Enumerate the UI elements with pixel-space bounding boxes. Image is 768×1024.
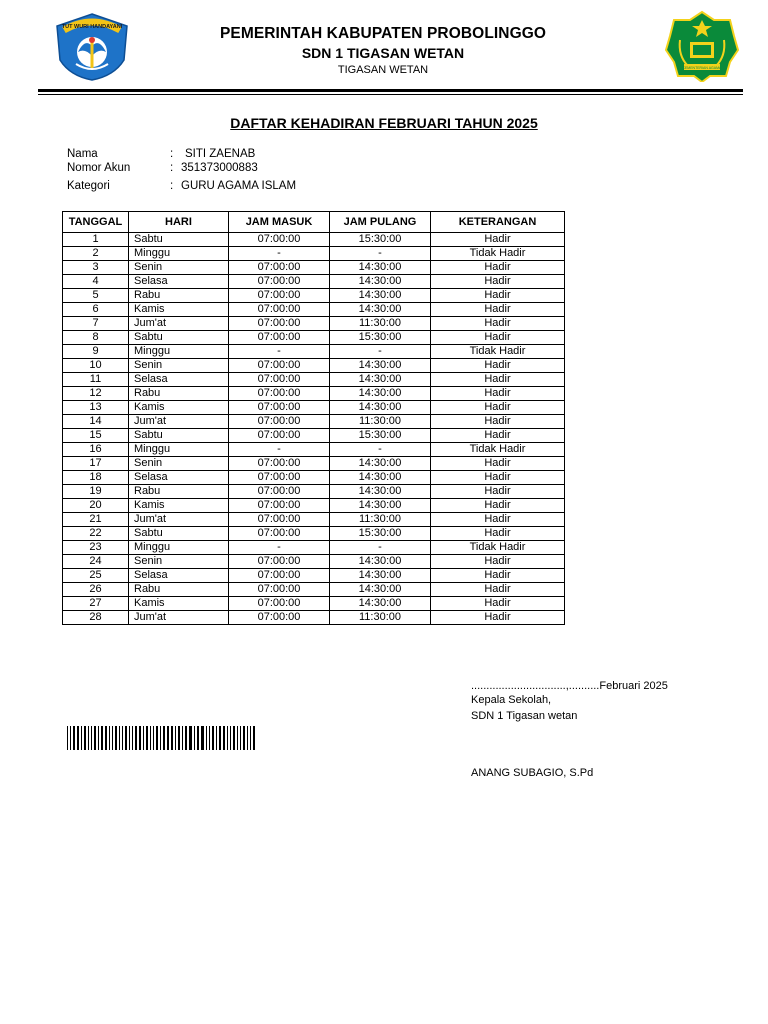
cell-remarks: Hadir [431, 569, 565, 583]
cell-remarks: Hadir [431, 317, 565, 331]
table-header-row [63, 212, 565, 233]
cell-day: Kamis [129, 499, 229, 513]
info-sep-category: : [170, 180, 174, 192]
cell-time-out: 11:30:00 [330, 317, 431, 331]
table-row [63, 457, 565, 471]
cell-remarks: Hadir [431, 597, 565, 611]
header-divider-thin [38, 94, 743, 95]
logo-left-text: TUT WURI HANDAYANI [61, 24, 123, 30]
cell-time-out: 14:30:00 [330, 387, 431, 401]
cell-date: 26 [63, 583, 129, 597]
header-time-out: JAM PULANG [330, 212, 431, 233]
cell-time-out: 14:30:00 [330, 555, 431, 569]
cell-date: 24 [63, 555, 129, 569]
table-row [63, 261, 565, 275]
cell-day: Selasa [129, 373, 229, 387]
cell-remarks: Hadir [431, 611, 565, 625]
cell-time-in: 07:00:00 [229, 513, 330, 527]
cell-remarks: Hadir [431, 401, 565, 415]
table-row [63, 415, 565, 429]
cell-remarks: Hadir [431, 289, 565, 303]
cell-day: Sabtu [129, 527, 229, 541]
cell-date: 14 [63, 415, 129, 429]
cell-remarks: Hadir [431, 513, 565, 527]
table-row [63, 555, 565, 569]
table-row [63, 289, 565, 303]
cell-remarks: Hadir [431, 303, 565, 317]
table-row [63, 485, 565, 499]
table-row [63, 499, 565, 513]
tut-wuri-handayani-logo-icon [54, 12, 130, 82]
header-remarks: KETERANGAN [431, 212, 565, 233]
cell-day: Selasa [129, 569, 229, 583]
cell-time-out: 15:30:00 [330, 331, 431, 345]
cell-time-out: 14:30:00 [330, 457, 431, 471]
cell-date: 20 [63, 499, 129, 513]
cell-day: Minggu [129, 247, 229, 261]
cell-day: Senin [129, 555, 229, 569]
cell-day: Rabu [129, 387, 229, 401]
cell-day: Sabtu [129, 331, 229, 345]
table-row [63, 373, 565, 387]
cell-time-in: - [229, 345, 330, 359]
cell-time-in: 07:00:00 [229, 499, 330, 513]
info-value-category: GURU AGAMA ISLAM [181, 180, 297, 192]
cell-time-in: 07:00:00 [229, 485, 330, 499]
cell-date: 10 [63, 359, 129, 373]
cell-date: 27 [63, 597, 129, 611]
table-row [63, 233, 565, 247]
table-row [63, 345, 565, 359]
cell-time-out: 14:30:00 [330, 359, 431, 373]
cell-time-in: 07:00:00 [229, 303, 330, 317]
cell-remarks: Tidak Hadir [431, 345, 565, 359]
table-row [63, 331, 565, 345]
info-label-category: Kategori [67, 180, 110, 192]
cell-date: 16 [63, 443, 129, 457]
logo-right-text: KEMENTERIAN AGAMA [682, 66, 722, 70]
header-date: TANGGAL [63, 212, 129, 233]
cell-remarks: Hadir [431, 233, 565, 247]
cell-remarks: Tidak Hadir [431, 541, 565, 555]
info-value-account: 351373000883 [181, 162, 258, 174]
cell-date: 11 [63, 373, 129, 387]
cell-time-out: 14:30:00 [330, 261, 431, 275]
cell-remarks: Hadir [431, 415, 565, 429]
cell-date: 13 [63, 401, 129, 415]
attendance-table [62, 211, 565, 625]
cell-time-out: 14:30:00 [330, 471, 431, 485]
cell-time-out: 15:30:00 [330, 429, 431, 443]
table-row [63, 513, 565, 527]
table-row [63, 317, 565, 331]
cell-remarks: Hadir [431, 331, 565, 345]
cell-time-out: 15:30:00 [330, 527, 431, 541]
cell-date: 21 [63, 513, 129, 527]
cell-time-in: - [229, 443, 330, 457]
header-government: PEMERINTAH KABUPATEN PROBOLINGGO [219, 25, 547, 42]
cell-date: 6 [63, 303, 129, 317]
kemenag-logo-icon [664, 10, 740, 82]
header-school: SDN 1 TIGASAN WETAN [301, 45, 465, 61]
header-location: TIGASAN WETAN [337, 64, 429, 76]
table-row [63, 303, 565, 317]
cell-time-in: 07:00:00 [229, 261, 330, 275]
info-label-name: Nama [67, 148, 98, 160]
cell-time-out: 11:30:00 [330, 415, 431, 429]
cell-time-in: 07:00:00 [229, 569, 330, 583]
header-divider-thick [38, 89, 743, 92]
cell-date: 23 [63, 541, 129, 555]
cell-remarks: Hadir [431, 373, 565, 387]
cell-time-in: 07:00:00 [229, 555, 330, 569]
cell-time-out: 11:30:00 [330, 513, 431, 527]
cell-time-out: 11:30:00 [330, 611, 431, 625]
cell-time-in: 07:00:00 [229, 429, 330, 443]
table-row [63, 541, 565, 555]
cell-time-in: 07:00:00 [229, 415, 330, 429]
cell-time-out: 14:30:00 [330, 303, 431, 317]
table-row [63, 569, 565, 583]
cell-time-in: 07:00:00 [229, 275, 330, 289]
cell-day: Minggu [129, 443, 229, 457]
cell-day: Rabu [129, 583, 229, 597]
cell-day: Senin [129, 359, 229, 373]
cell-time-in: 07:00:00 [229, 457, 330, 471]
signature-school: SDN 1 Tigasan wetan [471, 710, 578, 722]
cell-remarks: Hadir [431, 261, 565, 275]
cell-day: Kamis [129, 303, 229, 317]
cell-day: Jum'at [129, 513, 229, 527]
cell-time-out: - [330, 541, 431, 555]
cell-time-in: 07:00:00 [229, 471, 330, 485]
cell-day: Senin [129, 457, 229, 471]
cell-remarks: Hadir [431, 555, 565, 569]
cell-time-in: - [229, 247, 330, 261]
cell-day: Kamis [129, 401, 229, 415]
cell-time-out: 14:30:00 [330, 499, 431, 513]
cell-remarks: Hadir [431, 275, 565, 289]
cell-date: 7 [63, 317, 129, 331]
header-day: HARI [129, 212, 229, 233]
cell-day: Minggu [129, 541, 229, 555]
cell-day: Senin [129, 261, 229, 275]
table-row [63, 247, 565, 261]
cell-day: Kamis [129, 597, 229, 611]
cell-day: Sabtu [129, 233, 229, 247]
cell-time-in: 07:00:00 [229, 401, 330, 415]
table-row [63, 359, 565, 373]
cell-time-in: 07:00:00 [229, 387, 330, 401]
cell-time-in: 07:00:00 [229, 331, 330, 345]
cell-remarks: Tidak Hadir [431, 443, 565, 457]
cell-date: 4 [63, 275, 129, 289]
header-time-in: JAM MASUK [229, 212, 330, 233]
cell-date: 3 [63, 261, 129, 275]
cell-time-in: 07:00:00 [229, 289, 330, 303]
cell-time-out: 14:30:00 [330, 569, 431, 583]
info-sep-name: : [170, 148, 174, 160]
info-label-account: Nomor Akun [67, 162, 131, 174]
cell-time-out: - [330, 345, 431, 359]
cell-day: Rabu [129, 289, 229, 303]
cell-date: 12 [63, 387, 129, 401]
cell-remarks: Hadir [431, 485, 565, 499]
cell-time-in: 07:00:00 [229, 373, 330, 387]
cell-time-in: 07:00:00 [229, 583, 330, 597]
cell-date: 28 [63, 611, 129, 625]
cell-time-out: 14:30:00 [330, 401, 431, 415]
cell-day: Jum'at [129, 611, 229, 625]
cell-time-out: - [330, 443, 431, 457]
cell-time-out: 14:30:00 [330, 275, 431, 289]
cell-day: Minggu [129, 345, 229, 359]
cell-time-out: 15:30:00 [330, 233, 431, 247]
cell-time-in: 07:00:00 [229, 611, 330, 625]
cell-time-in: 07:00:00 [229, 597, 330, 611]
cell-time-in: 07:00:00 [229, 317, 330, 331]
table-row [63, 429, 565, 443]
cell-remarks: Hadir [431, 387, 565, 401]
table-row [63, 527, 565, 541]
table-row [63, 443, 565, 457]
cell-remarks: Hadir [431, 457, 565, 471]
cell-date: 18 [63, 471, 129, 485]
table-row [63, 471, 565, 485]
barcode-icon [67, 726, 257, 750]
table-row [63, 401, 565, 415]
cell-remarks: Tidak Hadir [431, 247, 565, 261]
cell-day: Jum'at [129, 317, 229, 331]
info-value-name: SITI ZAENAB [185, 148, 256, 160]
cell-remarks: Hadir [431, 499, 565, 513]
cell-time-out: 14:30:00 [330, 485, 431, 499]
cell-time-in: 07:00:00 [229, 359, 330, 373]
cell-time-in: 07:00:00 [229, 233, 330, 247]
cell-time-out: 14:30:00 [330, 289, 431, 303]
table-row [63, 597, 565, 611]
cell-date: 2 [63, 247, 129, 261]
cell-date: 17 [63, 457, 129, 471]
info-sep-account: : [170, 162, 174, 174]
cell-date: 8 [63, 331, 129, 345]
cell-time-out: 14:30:00 [330, 583, 431, 597]
cell-day: Jum'at [129, 415, 229, 429]
document-title: DAFTAR KEHADIRAN FEBRUARI TAHUN 2025 [230, 115, 538, 131]
cell-time-in: 07:00:00 [229, 527, 330, 541]
cell-remarks: Hadir [431, 527, 565, 541]
signature-date-line: ...............................,..........Februari 2025 [471, 680, 668, 692]
table-row [63, 583, 565, 597]
cell-date: 9 [63, 345, 129, 359]
cell-date: 5 [63, 289, 129, 303]
cell-date: 1 [63, 233, 129, 247]
cell-time-in: - [229, 541, 330, 555]
cell-remarks: Hadir [431, 471, 565, 485]
cell-remarks: Hadir [431, 359, 565, 373]
cell-date: 15 [63, 429, 129, 443]
cell-day: Selasa [129, 471, 229, 485]
cell-time-out: 14:30:00 [330, 597, 431, 611]
cell-day: Selasa [129, 275, 229, 289]
signature-name: ANANG SUBAGIO, S.Pd [471, 767, 594, 779]
cell-day: Rabu [129, 485, 229, 499]
cell-day: Sabtu [129, 429, 229, 443]
cell-remarks: Hadir [431, 429, 565, 443]
table-row [63, 611, 565, 625]
table-row [63, 275, 565, 289]
cell-time-out: - [330, 247, 431, 261]
cell-time-out: 14:30:00 [330, 373, 431, 387]
cell-date: 19 [63, 485, 129, 499]
table-row [63, 387, 565, 401]
signature-role: Kepala Sekolah, [471, 694, 552, 706]
cell-date: 22 [63, 527, 129, 541]
cell-remarks: Hadir [431, 583, 565, 597]
cell-date: 25 [63, 569, 129, 583]
